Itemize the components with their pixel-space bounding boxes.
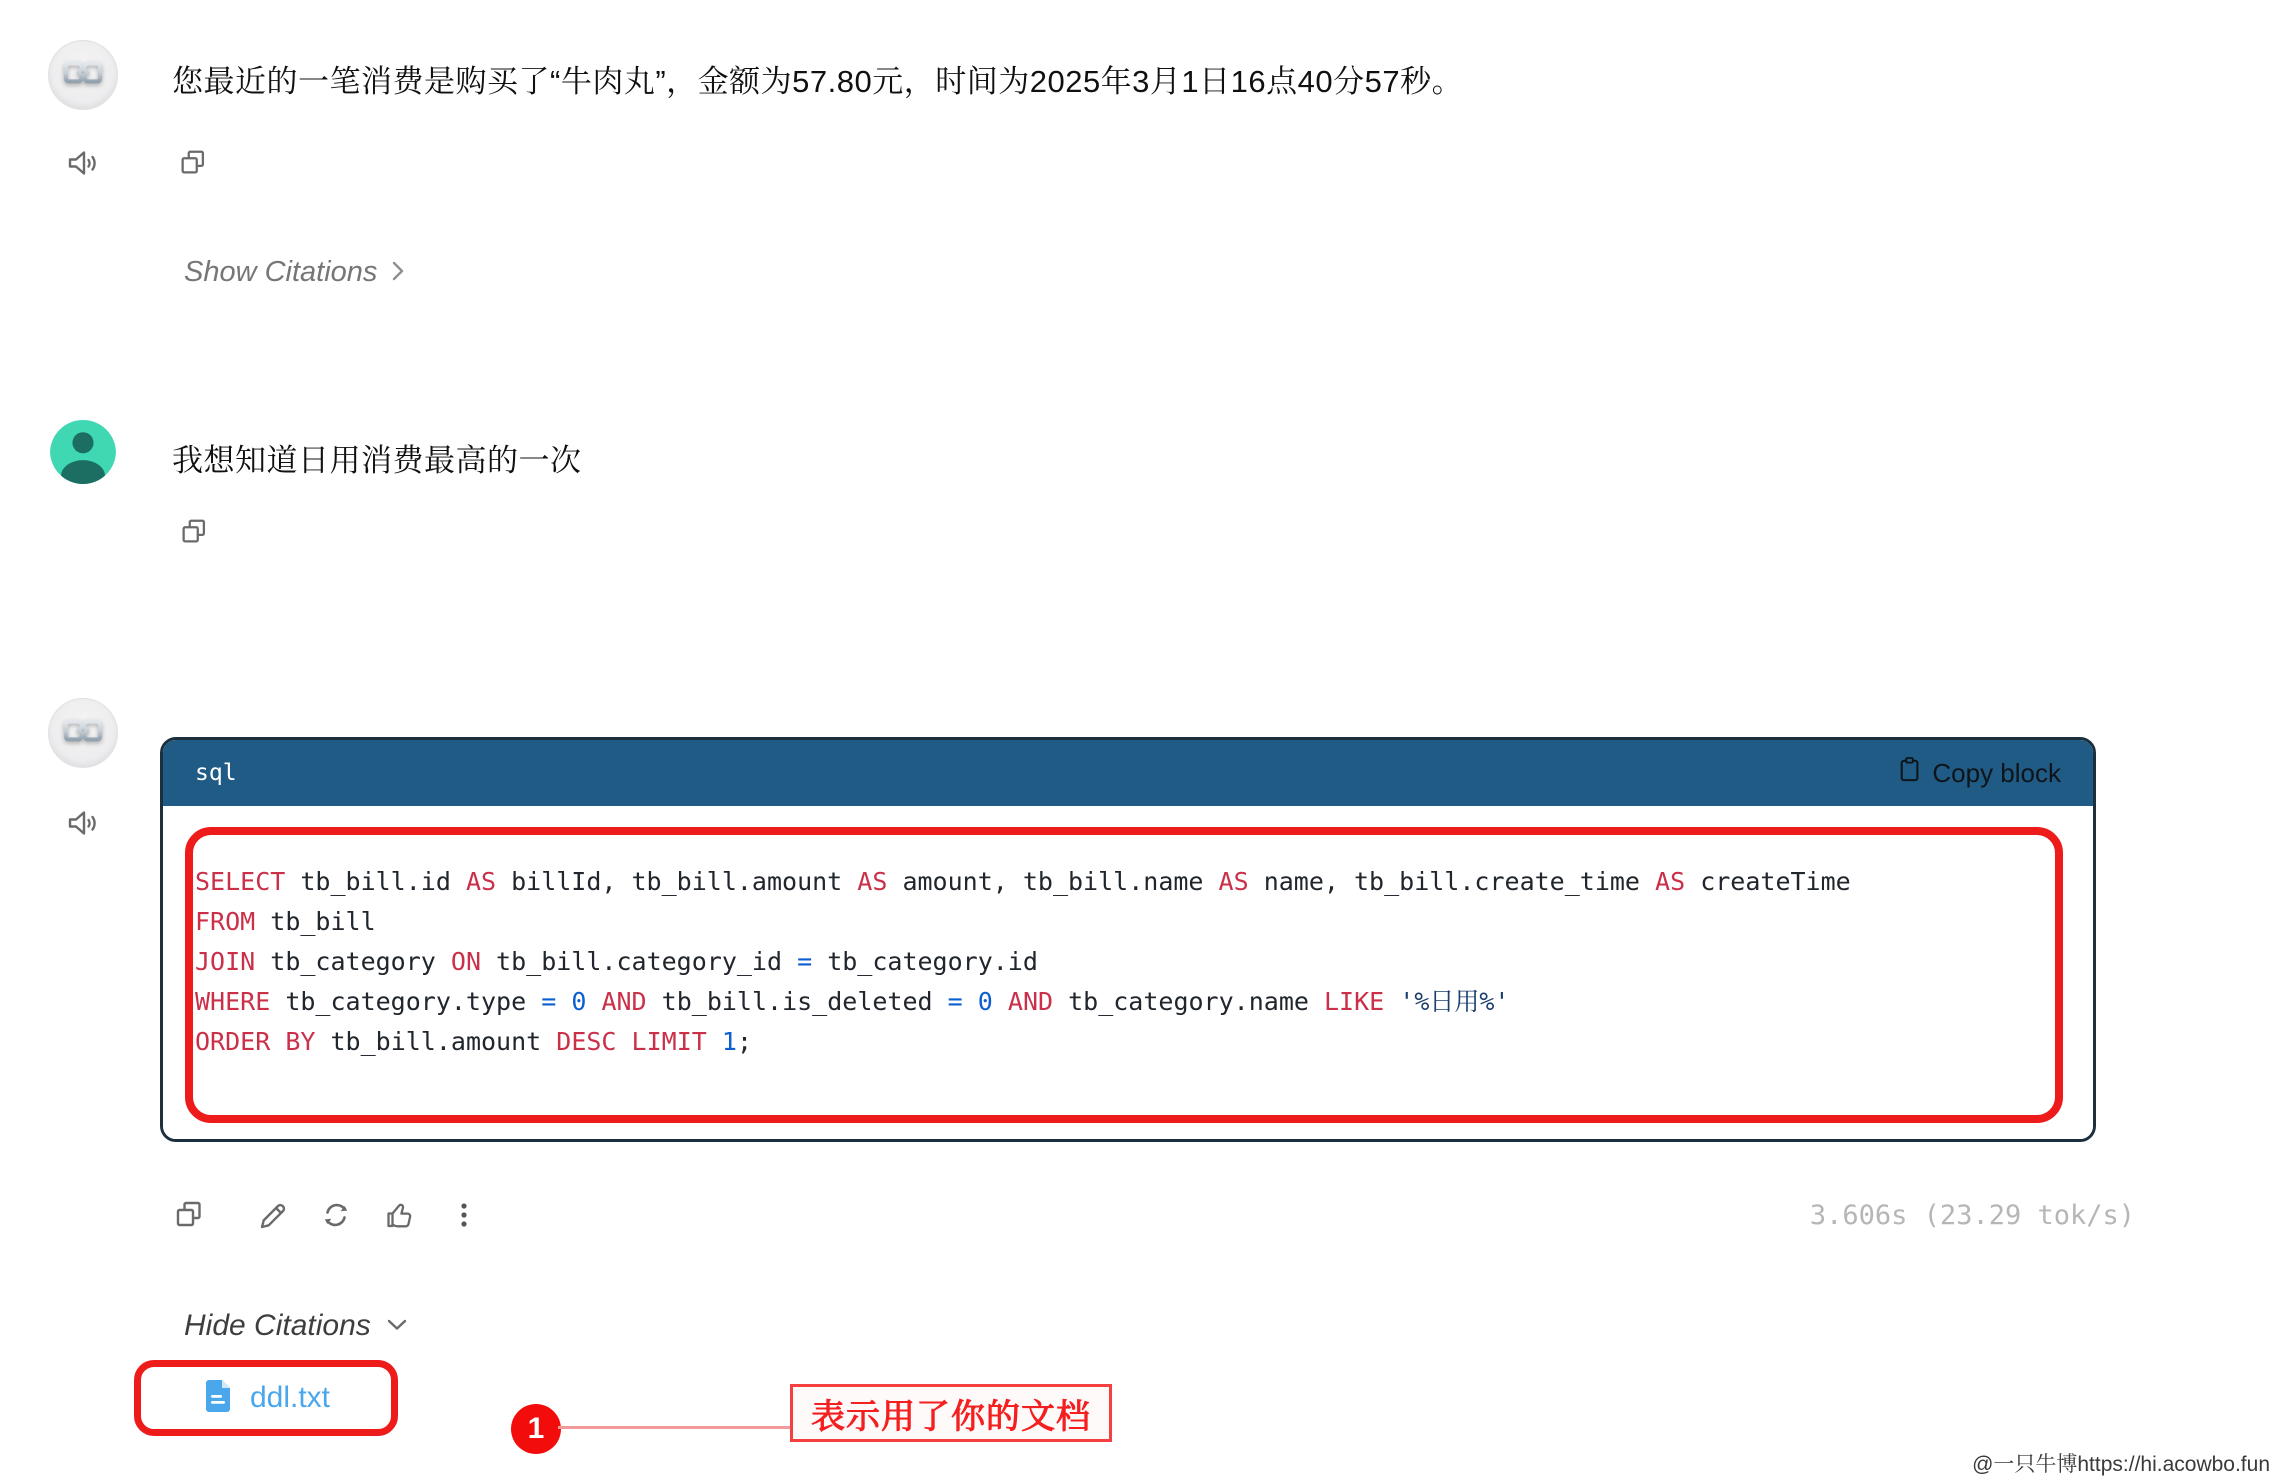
show-citations-label: Show Citations	[184, 256, 378, 288]
more-options-button[interactable]	[447, 1198, 481, 1232]
annotation-marker-1	[511, 1404, 561, 1454]
copy-block-button[interactable]	[1892, 755, 2067, 792]
code-line: FROM tb_bill	[195, 907, 376, 936]
code-line: WHERE tb_category.type = 0 AND tb_bill.is_deleted = 0 AND tb_category.name LIKE '%日用%'	[195, 987, 1510, 1016]
copy-message-button[interactable]	[178, 516, 210, 548]
user-message-text: 我想知道日用消费最高的一次	[172, 443, 582, 478]
copy-message-button[interactable]	[172, 1198, 206, 1232]
code-content	[163, 806, 2093, 1139]
watermark-text: @一只牛博https://hi.acowbo.fun	[1972, 1453, 2270, 1476]
hide-citations-label: Hide Citations	[184, 1309, 371, 1342]
edit-message-button[interactable]	[255, 1198, 289, 1232]
code-line: JOIN tb_category ON tb_bill.category_id = tb_category.id	[195, 947, 1038, 976]
annotation-callout-text: 表示用了你的文档	[811, 1397, 1091, 1436]
copy-icon	[172, 1198, 206, 1232]
speaker-icon	[66, 806, 100, 840]
hide-citations-toggle[interactable]	[178, 1308, 415, 1344]
document-icon	[202, 1377, 234, 1420]
thumbs-up-icon	[383, 1198, 417, 1232]
chevron-right-icon	[391, 260, 405, 285]
code-language-label: sql	[195, 760, 237, 786]
clipboard-icon	[1898, 756, 1922, 791]
citation-file-chip[interactable]	[134, 1360, 398, 1436]
read-aloud-button[interactable]	[66, 146, 100, 180]
assistant-avatar	[48, 698, 118, 768]
infinity-logo-icon	[57, 710, 109, 756]
infinity-logo-icon	[57, 52, 109, 98]
copy-icon	[177, 147, 209, 179]
show-citations-toggle[interactable]	[178, 255, 411, 290]
sql-code-block	[160, 737, 2096, 1142]
code-line: ORDER BY tb_bill.amount DESC LIMIT 1;	[195, 1027, 752, 1056]
annotation-connector-line	[558, 1426, 792, 1429]
annotation-marker-number: 1	[527, 1412, 545, 1445]
code-block-header	[163, 740, 2093, 806]
annotation-callout	[790, 1384, 1112, 1442]
assistant-message-text: 您最近的一笔消费是购买了“牛肉丸”，金额为57.80元，时间为2025年3月1日16点40分57秒。	[172, 64, 1464, 99]
assistant-avatar	[48, 40, 118, 110]
code-line: SELECT tb_bill.id AS billId, tb_bill.amount AS amount, tb_bill.name AS name, tb_bill.create_time AS createTime	[195, 867, 1851, 896]
citation-file-name: ddl.txt	[249, 1381, 331, 1414]
pencil-icon	[255, 1198, 289, 1232]
chevron-down-icon	[385, 1317, 409, 1336]
read-aloud-button[interactable]	[66, 806, 100, 840]
kebab-menu-icon	[447, 1198, 481, 1232]
person-silhouette-icon	[50, 420, 116, 486]
generation-stats: 3.606s (23.29 tok/s)	[1809, 1200, 2135, 1231]
user-avatar	[50, 420, 116, 486]
copy-block-label: Copy block	[1932, 757, 2061, 788]
copy-message-button[interactable]	[177, 147, 209, 179]
like-button[interactable]	[383, 1198, 417, 1232]
speaker-icon	[66, 146, 100, 180]
code-lines	[195, 862, 1851, 1062]
refresh-icon	[319, 1198, 353, 1232]
copy-icon	[178, 516, 210, 548]
regenerate-button[interactable]	[319, 1198, 353, 1232]
